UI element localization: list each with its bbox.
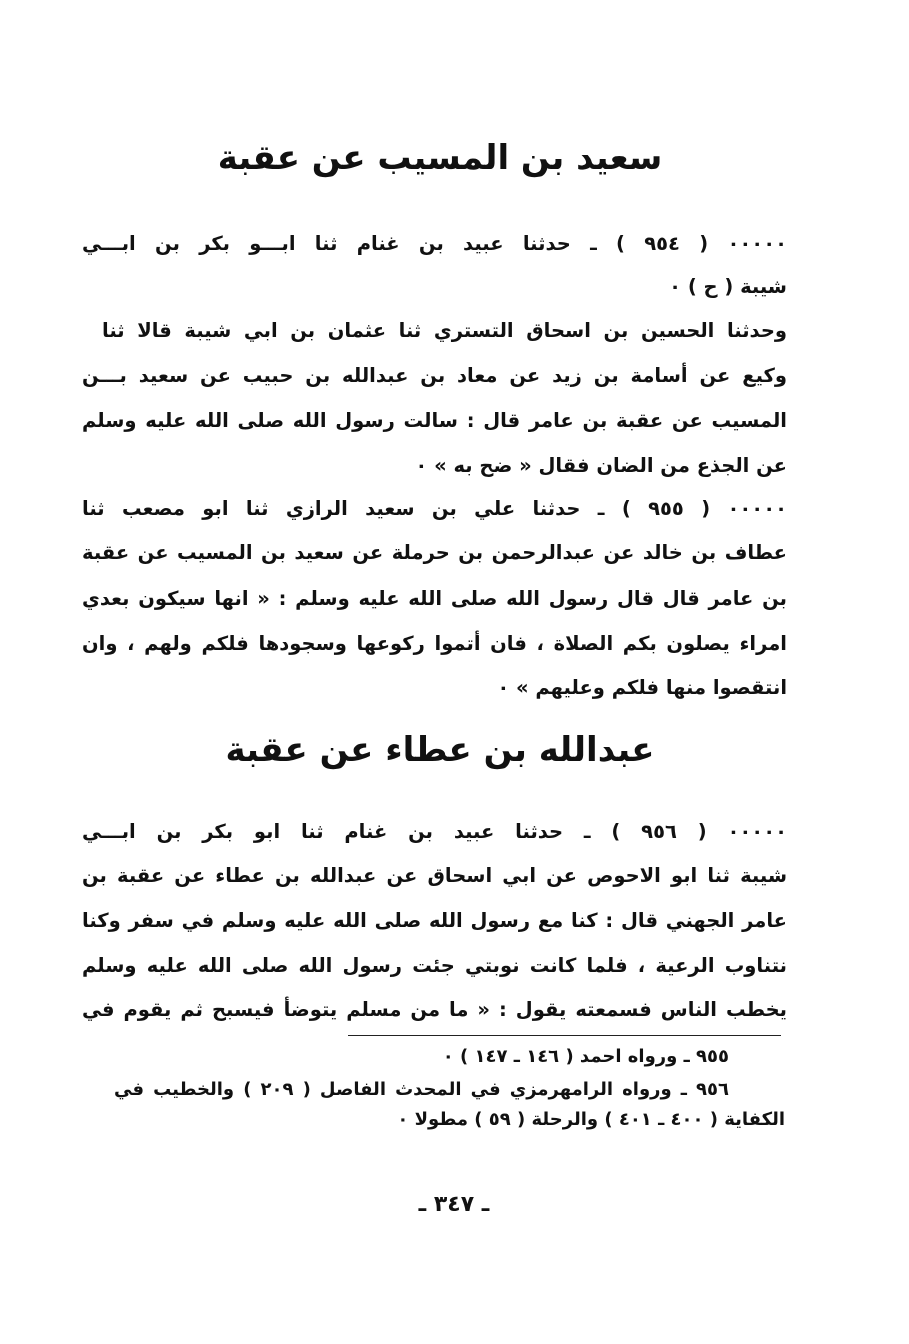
hadith-954-line-2: شيبة ( ح ) ٠: [669, 275, 787, 298]
hadith-956-line-1: ٠٠٠٠٠ ( ٩٥٦ ) ـ حدثنا عبيد بن غنام ثنا ابو بكر بن ابـــي: [82, 820, 787, 843]
footnote-separator: [348, 1035, 781, 1036]
section-heading-abdullah-ibn-ata: عبدالله بن عطاء عن عقبة: [225, 730, 655, 770]
footnote-956-line-2: الكفاية ( ٤٠٠ ـ ٤٠١ ) والرحلة ( ٥٩ ) مطولا ٠: [397, 1109, 785, 1130]
footnote-955: ٩٥٥ ـ ورواه احمد ( ١٤٦ ـ ١٤٧ ) ٠: [442, 1046, 729, 1067]
hadith-954-line-5: المسيب عن عقبة بن عامر قال : سالت رسول الله صلى الله عليه وسلم: [82, 409, 787, 432]
hadith-955-line-5: انتقصوا منها فلكم وعليهم » ٠: [497, 676, 787, 699]
hadith-954-line-4: وكيع عن أسامة بن زيد عن معاد بن عبدالله بن حبيب عن سعيد بـــن: [82, 364, 787, 387]
hadith-955-line-4: امراء يصلون بكم الصلاة ، فان أتموا ركوعها وسجودها فلكم ولهم ، وان: [82, 632, 787, 655]
hadith-956-line-5: يخطب الناس فسمعته يقول : « ما من مسلم يتوضأ فيسبح ثم يقوم في: [82, 998, 787, 1021]
hadith-954-line-3: وحدثنا الحسين بن اسحاق التستري ثنا عثمان بن ابي شيبة قالا ثنا: [102, 319, 787, 342]
hadith-956-line-2: شيبة ثنا ابو الاحوص عن ابي اسحاق عن عبدالله بن عطاء عن عقبة بن: [82, 864, 787, 887]
footnote-956-line-1: ٩٥٦ ـ ورواه الرامهرمزي في المحدث الفاصل ( ٢٠٩ ) والخطيب في: [114, 1079, 729, 1100]
hadith-955-line-2: عطاف بن خالد عن عبدالرحمن بن حرملة عن سعيد بن المسيب عن عقبة: [82, 541, 787, 564]
hadith-954-line-6: عن الجذع من الضان فقال « ضح به » ٠: [415, 454, 787, 477]
hadith-955-line-3: بن عامر قال قال رسول الله صلى الله عليه وسلم : « انها سيكون بعدي: [82, 587, 787, 610]
hadith-956-line-4: نتناوب الرعية ، فلما كانت نوبتي جئت رسول الله صلى الله عليه وسلم: [82, 954, 787, 977]
hadith-956-line-3: عامر الجهني قال : كنا مع رسول الله صلى الله عليه وسلم في سفر وكنا: [82, 909, 787, 932]
page-number: ـ ٣٤٧ ـ: [418, 1192, 490, 1217]
section-heading-saeed-ibn-al-musayyib: سعيد بن المسيب عن عقبة: [217, 138, 663, 178]
hadith-954-line-1: ٠٠٠٠٠ ( ٩٥٤ ) ـ حدثنا عبيد بن غنام ثنا ابـــو بكر بن ابـــي: [82, 232, 787, 255]
hadith-955-line-1: ٠٠٠٠٠ ( ٩٥٥ ) ـ حدثنا علي بن سعيد الرازي ثنا ابو مصعب ثنا: [82, 497, 787, 520]
